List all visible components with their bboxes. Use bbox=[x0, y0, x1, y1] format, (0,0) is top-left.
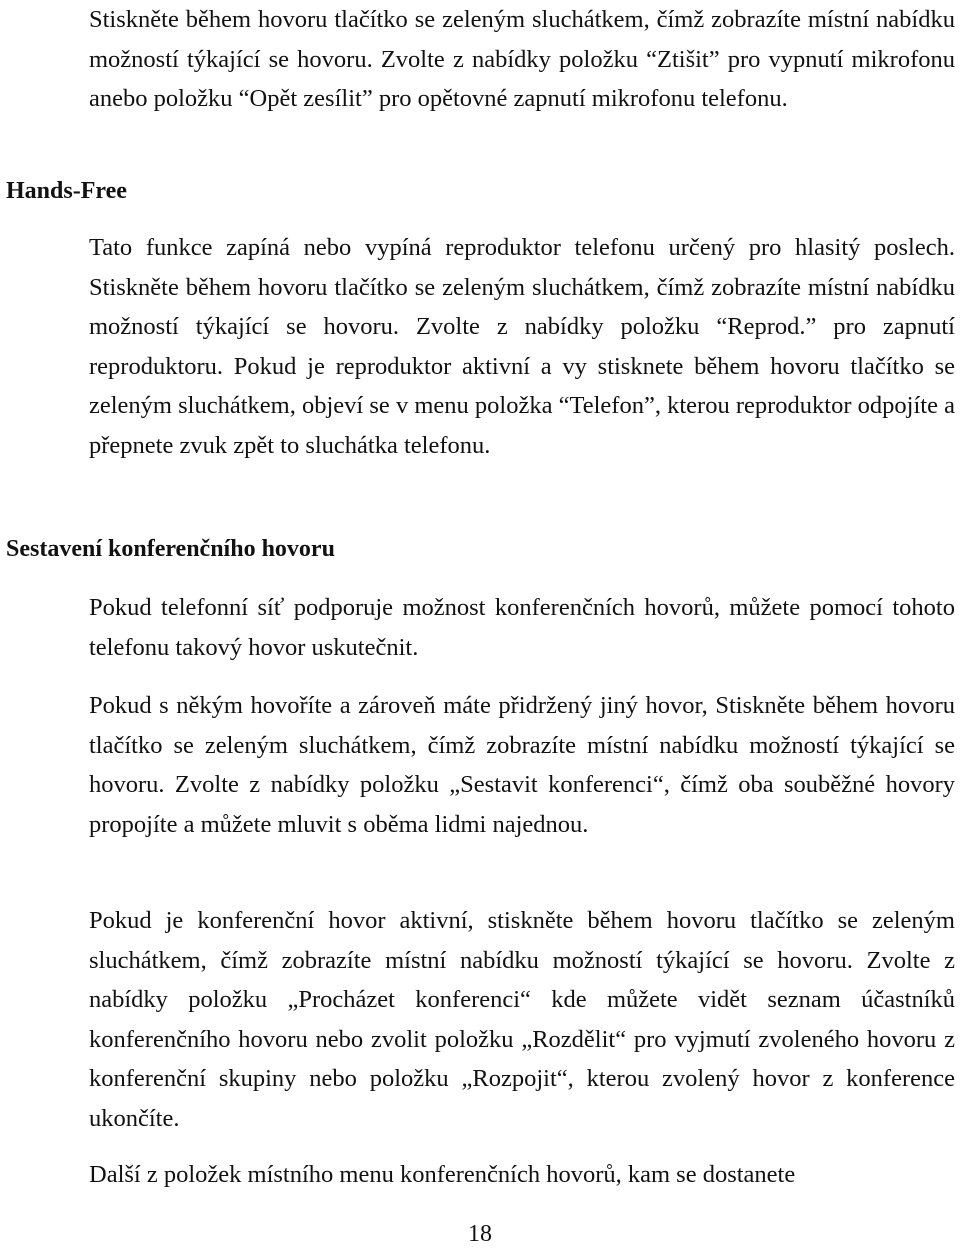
conference-paragraph-support: Pokud telefonní síť podporuje možnost konferenčních hovorů, můžete pomocí tohoto telefonu takový hovor uskutečnit. bbox=[89, 594, 955, 661]
conference-paragraph-more: Další z položek místního menu konferenčních hovorů, kam se dostanete bbox=[89, 1161, 796, 1188]
conference-paragraph-manage: Pokud je konferenční hovor aktivní, stiskněte během hovoru tlačítko se zeleným sluchátkem, čímž zobrazíte místní nabídku možností týkající se hovoru. Zvolte z nabídky položku „Procházet konferenci“ kde můžete vidět seznam účastníků konferenčního hovoru nebo zvolit položku „Rozdělit“ pro vyjmutí zvoleného hovoru z konferenční skupiny nebo položku „Rozpojit“, kterou zvolený hovor z konference ukončíte. bbox=[89, 907, 955, 1132]
conference-heading: Sestavení konferenčního hovoru bbox=[6, 536, 335, 562]
conference-paragraph-create: Pokud s někým hovoříte a zároveň máte přidržený jiný hovor, Stiskněte během hovoru tlačítko se zeleným sluchátkem, čímž zobrazíte místní nabídku možností týkající se hovoru. Zvolte z nabídky položku „Sestavit konferenci“, čímž oba souběžné hovory propojíte a můžete mluvit s oběma lidmi najednou. bbox=[89, 692, 955, 838]
mute-paragraph: Stiskněte během hovoru tlačítko se zeleným sluchátkem, čímž zobrazíte místní nabídku možností týkající se hovoru. Zvolte z nabídky položku “Ztišit” pro vypnutí mikrofonu anebo položku “Opět zesílit” pro opětovné zapnutí mikrofonu telefonu. bbox=[89, 6, 955, 113]
hands-free-heading: Hands-Free bbox=[6, 178, 127, 204]
page-number: 18 bbox=[468, 1221, 492, 1247]
hands-free-paragraph: Tato funkce zapíná nebo vypíná reproduktor telefonu určený pro hlasitý poslech. Stiskněte během hovoru tlačítko se zeleným sluchátkem, čímž zobrazíte místní nabídku možností týkající se hovoru. Zvolte z nabídky položku “Reprod.” pro zapnutí reproduktoru. Pokud je reproduktor aktivní a vy stisknete během hovoru tlačítko se zeleným sluchátkem, objeví se v menu položka “Telefon”, kterou reproduktor odpojíte a přepnete zvuk zpět to sluchátka telefonu. bbox=[89, 234, 955, 459]
